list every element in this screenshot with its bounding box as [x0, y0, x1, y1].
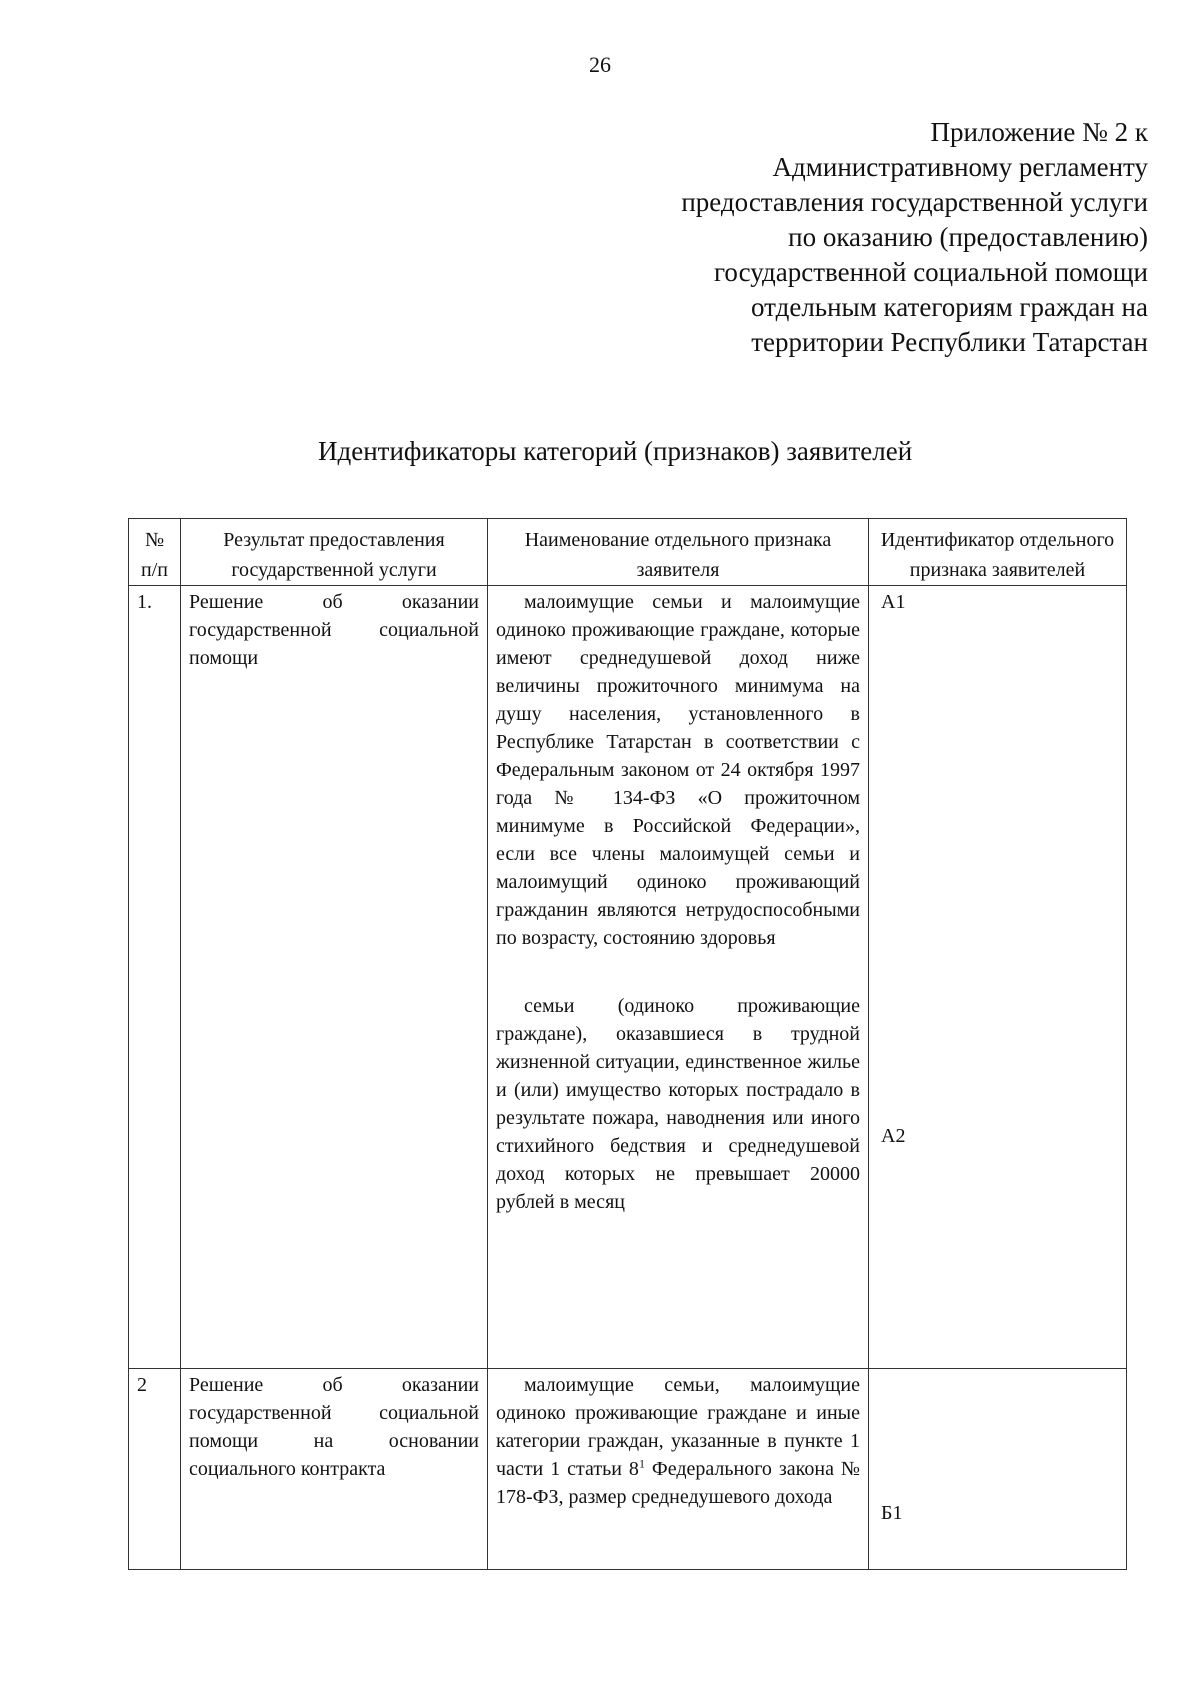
identifier-code: Б1 [881, 1502, 903, 1524]
identifier-code: А1 [881, 591, 906, 613]
header-num: № п/п [129, 519, 181, 586]
row-feature [488, 586, 869, 1369]
row-num: 1. [129, 586, 181, 1369]
appendix-line: Приложение № 2 к [930, 117, 1148, 147]
row-result: Решение об оказании государственной социальной помощи [181, 586, 488, 1369]
identifier-code: А2 [881, 1125, 906, 1147]
header-result: Результат предоставления государственной услуги [181, 519, 488, 586]
appendix-line: по оказанию (предоставлению) [788, 222, 1148, 252]
table-row [129, 1369, 1127, 1570]
table-header-row [129, 519, 1127, 586]
document-title: Идентификаторы категорий (признаков) заявителей [318, 436, 913, 466]
header-identifier: Идентификатор отдельного признака заявителей [869, 519, 1127, 586]
header-feature: Наименование отдельного признака заявителя [488, 519, 869, 586]
appendix-line: Административному регламенту [772, 152, 1148, 182]
row-identifier [869, 586, 1127, 1369]
table-row [129, 586, 1127, 1369]
appendix-header [548, 115, 1148, 360]
page-number: 26 [589, 52, 611, 77]
row-feature [488, 1369, 869, 1570]
feature-text: малоимущие семьи, малоимущие одиноко проживающие граждане и иные категории граждан, указанные в пункте 1 части 1 статьи $8^1$ Федерального закона № 178-ФЗ, размер среднедушевого дохода [496, 1374, 860, 1508]
appendix-line: предоставления государственной услуги [681, 187, 1148, 217]
appendix-line: государственной социальной помощи [714, 257, 1148, 287]
feature-text: семьи (одиноко проживающие граждане), оказавшиеся в трудной жизненной ситуации, единственное жилье и (или) имущество которых пострадало в результате пожара, наводнения или иного стихийного бедствия и среднедушевой доход которых не превышает 20000 рублей в месяц [496, 995, 860, 1213]
row-num: 2 [129, 1369, 181, 1570]
row-identifier [869, 1369, 1127, 1570]
appendix-line: отдельным категориям граждан на [751, 292, 1148, 322]
row-result: Решение об оказании государственной социальной помощи на основании социального контракта [181, 1369, 488, 1570]
feature-text: малоимущие семьи и малоимущие одиноко проживающие граждане, которые имеют среднедушевой доход ниже величины прожиточного минимума на душу населения, установленного в Республике Татарстан в соответствии с Федеральным законом от 24 октября 1997 года № 134-ФЗ «О прожиточном минимуме в Российской Федерации», если все члены малоимущей семьи и малоимущий одиноко проживающий гражданин являются нетрудоспособными по возрасту, состоянию здоровья [496, 591, 860, 949]
appendix-line: территории Республики Татарстан [751, 327, 1148, 357]
identifiers-table [128, 518, 1127, 1570]
